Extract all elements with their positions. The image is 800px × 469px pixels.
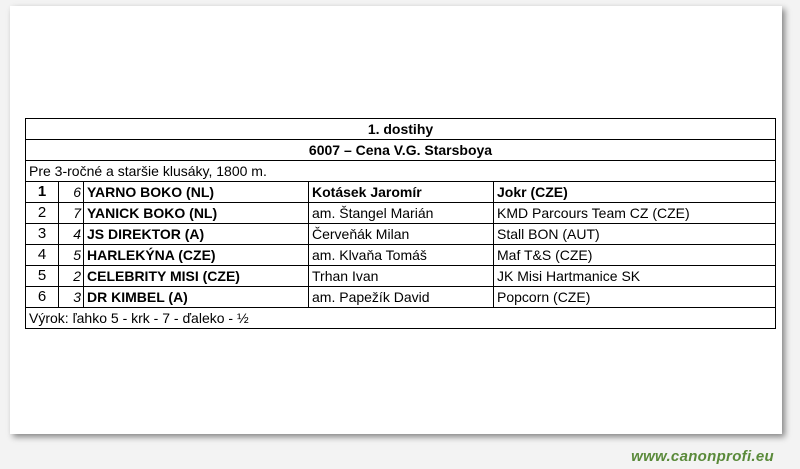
finish-place: 2: [26, 203, 59, 224]
horse-name: CELEBRITY MISI (CZE): [84, 266, 309, 287]
race-title-row: [26, 119, 776, 140]
start-number: 5: [59, 245, 84, 266]
owner-name: JK Misi Hartmanice SK: [494, 266, 776, 287]
margins-row: [26, 308, 776, 329]
race-subtitle-row: [26, 140, 776, 161]
finish-place: 3: [26, 224, 59, 245]
owner-name: Popcorn (CZE): [494, 287, 776, 308]
finish-place: 4: [26, 245, 59, 266]
site-watermark: www.canonprofi.eu: [631, 448, 774, 465]
horse-name: DR KIMBEL (A): [84, 287, 309, 308]
owner-name: Stall BON (AUT): [494, 224, 776, 245]
finish-place: 5: [26, 266, 59, 287]
race-title: 1. dostihy: [26, 119, 776, 140]
start-number: 3: [59, 287, 84, 308]
finish-place: 1: [26, 182, 59, 203]
result-row: [26, 224, 776, 245]
start-number: 6: [59, 182, 84, 203]
owner-name: KMD Parcours Team CZ (CZE): [494, 203, 776, 224]
horse-name: YANICK BOKO (NL): [84, 203, 309, 224]
start-number: 7: [59, 203, 84, 224]
result-sheet: [10, 6, 782, 434]
driver-name: Kotásek Jaromír: [309, 182, 494, 203]
driver-name: Červeňák Milan: [309, 224, 494, 245]
result-row: [26, 245, 776, 266]
driver-name: am. Papežík David: [309, 287, 494, 308]
result-row: [26, 287, 776, 308]
driver-name: am. Štangel Marián: [309, 203, 494, 224]
finish-margins: Výrok: ľahko 5 - krk - 7 - ďaleko - ½: [26, 308, 776, 329]
horse-name: JS DIREKTOR (A): [84, 224, 309, 245]
horse-name: HARLEKÝNA (CZE): [84, 245, 309, 266]
driver-name: Trhan Ivan: [309, 266, 494, 287]
owner-name: Jokr (CZE): [494, 182, 776, 203]
finish-place: 6: [26, 287, 59, 308]
race-results-table: [25, 118, 776, 329]
owner-name: Maf T&S (CZE): [494, 245, 776, 266]
start-number: 4: [59, 224, 84, 245]
race-conditions: Pre 3-ročné a staršie klusáky, 1800 m.: [26, 161, 776, 182]
race-conditions-row: [26, 161, 776, 182]
driver-name: am. Klvaňa Tomáš: [309, 245, 494, 266]
start-number: 2: [59, 266, 84, 287]
result-row: [26, 182, 776, 203]
race-name: 6007 – Cena V.G. Starsboya: [26, 140, 776, 161]
result-row: [26, 203, 776, 224]
result-row: [26, 266, 776, 287]
horse-name: YARNO BOKO (NL): [84, 182, 309, 203]
